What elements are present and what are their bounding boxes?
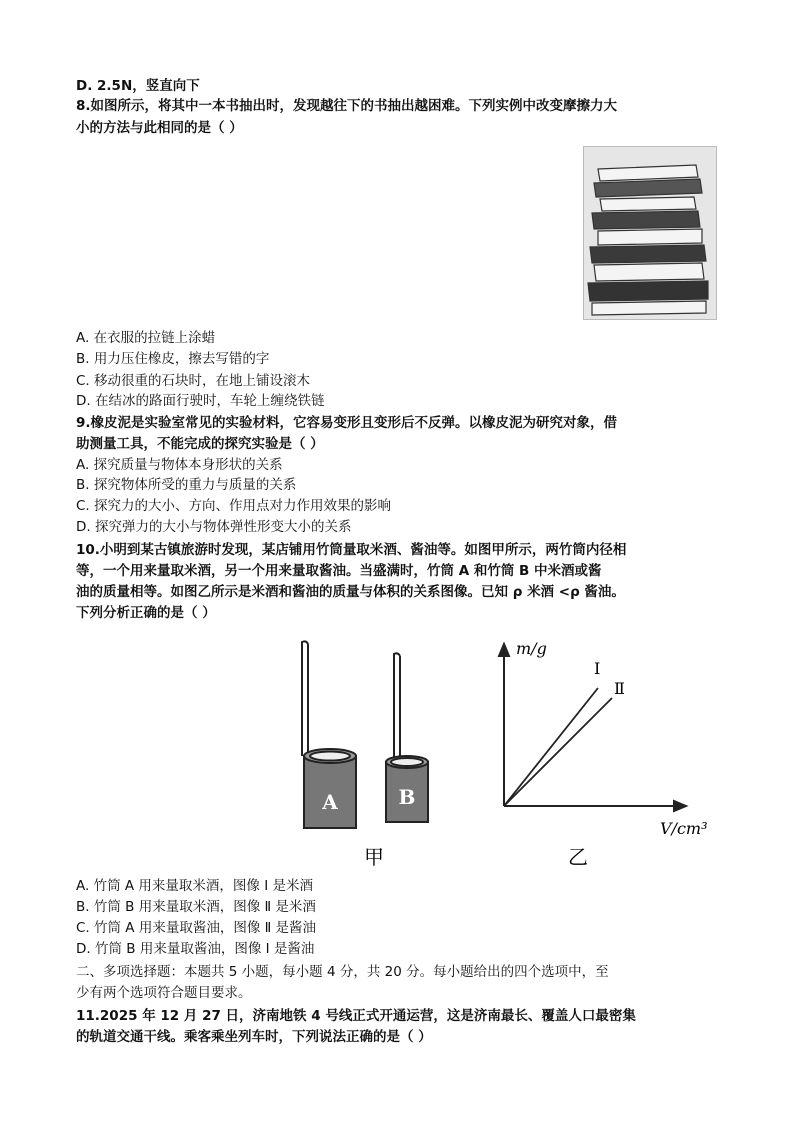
text-line: 8.如图所示，将其中一本书抽出时，发现越往下的书抽出越困难。下列实例中改变摩擦力大 <box>76 98 618 114</box>
mass-volume-graph <box>478 636 718 872</box>
text-line: 11.2025 年 12 月 27 日，济南地铁 4 号线正式开通运营，这是济南最长、覆盖人口最密集 <box>76 1008 636 1024</box>
text-line: C. 移动很重的石块时，在地上铺设滚木 <box>76 373 311 389</box>
y-axis-label: m/g <box>516 639 547 658</box>
text-line: 等，一个用来量取米酒，另一个用来量取酱油。当盛满时，竹筒 A 和竹筒 B 中米酒或酱 <box>76 563 602 579</box>
bamboo-cups-figure <box>290 636 450 872</box>
text-line: 下列分析正确的是（ ） <box>76 605 216 621</box>
text-line: B. 竹筒 B 用来量取米酒，图像 Ⅱ 是米酒 <box>76 899 316 915</box>
text-line: D. 探究弹力的大小与物体弹性形变大小的关系 <box>76 519 352 535</box>
caption-yi: 乙 <box>568 845 588 869</box>
text-line: 的轨道交通干线。乘客乘坐列车时，下列说法正确的是（ ） <box>76 1029 432 1045</box>
text-line: D. 在结冰的路面行驶时，车轮上缠绕铁链 <box>76 393 325 409</box>
x-axis-label: V/cm³ <box>660 819 708 838</box>
text-line: B. 探究物体所受的重力与质量的关系 <box>76 477 297 493</box>
line-1 <box>504 688 598 806</box>
line-2-label: Ⅱ <box>614 679 625 698</box>
text-line: 二、多项选择题：本题共 5 小题，每小题 4 分，共 20 分。每小题给出的四个选项中，至 <box>76 964 609 980</box>
text-line: D. 竹筒 B 用来量取酱油，图像 Ⅰ 是酱油 <box>76 941 315 957</box>
text-line: A. 竹筒 A 用来量取米酒，图像 Ⅰ 是米酒 <box>76 878 313 894</box>
text-line: 助测量工具，不能完成的探究实验是（ ） <box>76 436 324 452</box>
text-line: B. 用力压住橡皮，擦去写错的字 <box>76 351 270 367</box>
text-line: A. 探究质量与物体本身形状的关系 <box>76 457 283 473</box>
line-1-label: Ⅰ <box>594 659 601 678</box>
text-line: C. 竹筒 A 用来量取酱油，图像 Ⅱ 是酱油 <box>76 920 317 936</box>
caption-jia: 甲 <box>364 845 384 869</box>
text-line: 油的质量相等。如图乙所示是米酒和酱油的质量与体积的关系图像。已知 ρ 米酒 <ρ 酱油。 <box>76 584 625 600</box>
text-line: A. 在衣服的拉链上涂蜡 <box>76 330 216 346</box>
text-line: 10.小明到某古镇旅游时发现，某店铺用竹筒量取米酒、酱油等。如图甲所示，两竹筒内径相 <box>76 542 627 558</box>
text-line: 9.橡皮泥是实验室常见的实验材料，它容易变形且变形后不反弹。以橡皮泥为研究对象，借 <box>76 415 618 431</box>
text-line: D. 2.5N，竖直向下 <box>76 78 200 94</box>
text-line: C. 探究力的大小、方向、作用点对力作用效果的影响 <box>76 498 392 514</box>
books-stack-image <box>583 146 717 320</box>
label-a: A <box>322 790 338 814</box>
line-2 <box>504 698 612 806</box>
label-b: B <box>398 785 416 809</box>
text-line: 小的方法与此相同的是（ ） <box>76 120 243 136</box>
cup-a <box>304 749 356 828</box>
text-line: 少有两个选项符合题目要求。 <box>76 985 252 1001</box>
